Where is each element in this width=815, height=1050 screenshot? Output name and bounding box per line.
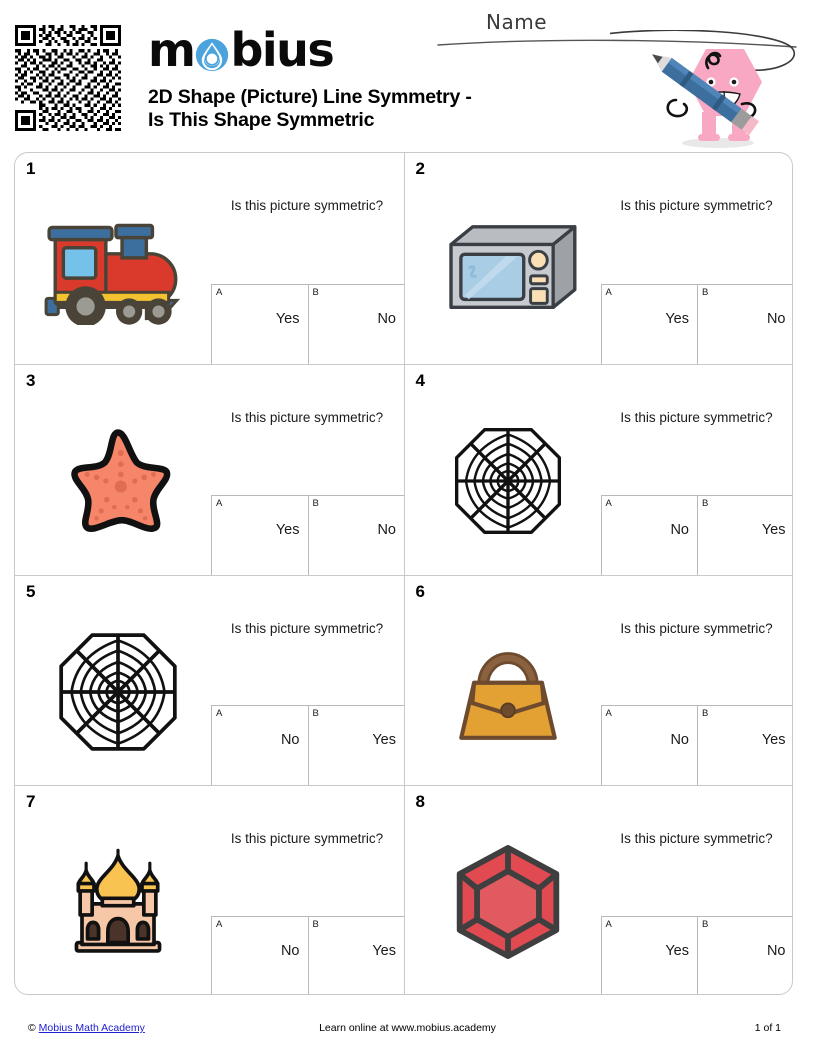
question-image-8 — [413, 814, 603, 990]
answer-value: Yes — [372, 943, 396, 959]
question-prompt: Is this picture symmetric? — [230, 198, 384, 213]
answer-option-b[interactable] — [308, 284, 404, 364]
question-image-5 — [23, 604, 213, 780]
question-prompt: Is this picture symmetric? — [620, 409, 773, 425]
question-number: 6 — [415, 581, 425, 601]
logo-text-before: m — [148, 23, 195, 77]
question-prompt: Is this picture symmetric? — [230, 409, 384, 425]
answer-value: No — [670, 732, 689, 749]
answer-option-a[interactable] — [211, 284, 308, 364]
answer-options — [211, 495, 404, 575]
question-cell-7 — [15, 785, 404, 995]
question-number: 8 — [415, 792, 425, 812]
answer-value: Yes — [275, 310, 300, 327]
question-image-1 — [23, 181, 213, 357]
answer-value: Yes — [665, 310, 689, 327]
mobius-drop-o-icon — [195, 33, 229, 67]
answer-letter: A — [216, 919, 223, 930]
question-prompt: Is this picture symmetric? — [620, 620, 773, 636]
question-cell-1 — [15, 153, 404, 364]
answer-options — [601, 705, 793, 785]
answer-option-a[interactable] — [601, 495, 698, 575]
answer-value: No — [377, 310, 396, 327]
question-number: 3 — [26, 370, 36, 390]
spider-web-octagon-icon — [56, 630, 180, 754]
answer-letter: B — [702, 497, 709, 509]
train-locomotive-icon — [37, 213, 199, 325]
footer-learn-online-text: Learn online at www.mobius.academy — [319, 1022, 496, 1034]
answer-value: Yes — [665, 943, 689, 959]
answer-options — [211, 916, 404, 995]
pink-hexagon-mascot-with-pencil-icon — [610, 30, 805, 150]
question-row — [15, 575, 792, 786]
question-number: 5 — [26, 581, 36, 601]
microwave-oven-icon — [429, 215, 587, 323]
answer-value: No — [377, 521, 396, 538]
answer-option-b[interactable] — [697, 916, 792, 995]
question-cell-5 — [15, 575, 404, 786]
answer-letter: A — [605, 497, 612, 509]
question-row — [15, 153, 792, 364]
question-number: 7 — [26, 792, 36, 812]
question-prompt: Is this picture symmetric? — [620, 831, 773, 847]
answer-letter: B — [312, 497, 319, 509]
answer-value: Yes — [275, 521, 300, 538]
answer-letter: A — [216, 286, 223, 298]
answer-value: No — [670, 521, 689, 538]
question-number: 1 — [26, 159, 36, 178]
question-row — [15, 364, 792, 575]
question-row — [15, 785, 792, 995]
answer-option-b[interactable] — [308, 916, 404, 995]
answer-letter: B — [312, 919, 319, 930]
answer-option-b[interactable] — [697, 495, 792, 575]
mobius-math-academy-link[interactable]: Mobius Math Academy — [38, 1022, 145, 1034]
answer-letter: B — [702, 286, 709, 298]
answer-letter: A — [605, 919, 612, 930]
answer-option-a[interactable] — [601, 705, 698, 785]
question-cell-2 — [404, 153, 793, 364]
question-image-6 — [413, 604, 603, 780]
answer-option-b[interactable] — [697, 705, 792, 785]
name-label: Name — [486, 10, 548, 34]
page-title: 2D Shape (Picture) Line Symmetry - Is This Shape Symmetric — [148, 86, 472, 131]
question-image-3 — [23, 393, 213, 569]
answer-letter: B — [312, 286, 319, 298]
question-cell-4 — [404, 364, 793, 575]
handbag-purse-icon — [448, 637, 568, 747]
qr-code-icon[interactable] — [12, 22, 124, 134]
logo-text-after: bius — [230, 23, 334, 77]
question-prompt: Is this picture symmetric? — [230, 831, 384, 847]
answer-options — [601, 284, 793, 364]
answer-letter: A — [605, 708, 612, 720]
answer-value: No — [766, 310, 786, 327]
answer-letter: B — [702, 919, 709, 930]
question-cell-3 — [15, 364, 404, 575]
question-image-7 — [23, 814, 213, 990]
answer-option-b[interactable] — [697, 284, 792, 364]
answer-letter: A — [216, 497, 223, 509]
answer-letter: B — [312, 708, 319, 720]
answer-options — [601, 916, 793, 995]
question-number: 4 — [415, 370, 425, 390]
answer-option-b[interactable] — [308, 495, 404, 575]
answer-options — [601, 495, 793, 575]
answer-value: Yes — [761, 732, 786, 749]
starfish-icon — [43, 425, 193, 537]
answer-value: No — [280, 732, 300, 749]
red-gem-hexagon-icon — [450, 842, 566, 962]
answer-value: No — [280, 943, 300, 959]
spider-web-octagon-icon — [452, 425, 564, 537]
question-image-4 — [413, 393, 603, 569]
answer-option-a[interactable] — [211, 495, 308, 575]
answer-value: No — [766, 943, 786, 959]
question-cell-8 — [404, 785, 793, 995]
answer-options — [211, 284, 404, 364]
question-cell-6 — [404, 575, 793, 786]
copyright-symbol: © — [28, 1022, 36, 1034]
footer-page-indicator: 1 of 1 — [754, 1022, 781, 1034]
answer-value: Yes — [372, 732, 396, 749]
answer-letter: B — [702, 708, 709, 720]
answer-option-a[interactable] — [211, 705, 308, 785]
question-prompt: Is this picture symmetric? — [620, 198, 773, 213]
questions-grid — [14, 152, 793, 995]
page-header — [0, 0, 815, 150]
answer-option-a[interactable] — [601, 284, 698, 364]
mosque-building-icon — [58, 846, 178, 958]
question-prompt: Is this picture symmetric? — [230, 620, 384, 636]
answer-option-a[interactable] — [601, 916, 698, 995]
answer-options — [211, 705, 404, 785]
answer-option-a[interactable] — [211, 916, 308, 995]
answer-letter: A — [605, 286, 612, 298]
answer-letter: A — [216, 708, 223, 720]
question-number: 2 — [415, 159, 425, 178]
answer-option-b[interactable] — [308, 705, 404, 785]
question-image-2 — [413, 181, 603, 357]
answer-value: Yes — [761, 521, 786, 538]
